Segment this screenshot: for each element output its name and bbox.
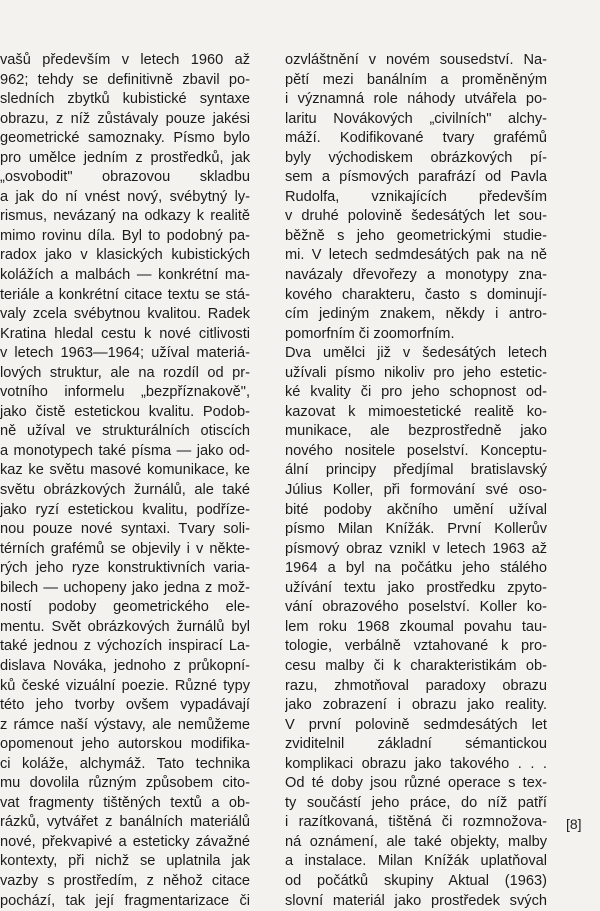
- text-line: jako zobrazení i obrazu jako reality.: [285, 697, 547, 714]
- text-line: od počátků skupiny Aktual (1963): [285, 872, 547, 889]
- text-line: lem roku 1968 zkoumal povahu tau-: [285, 618, 547, 635]
- text-line: ci koláže, alchymáž. Tato technika: [0, 755, 250, 772]
- text-line: písmový obraz vznikl v letech 1963 až: [285, 540, 547, 557]
- text-line: tologie, verbálně vztahované k pro-: [285, 638, 547, 655]
- text-line: Rudolfa, vznikajících především: [285, 188, 547, 205]
- text-line: ností podoby geometrického ele-: [0, 599, 250, 616]
- text-line: ků české vizuální poezie. Různé typy: [0, 677, 250, 694]
- right-text-column: [285, 51, 547, 911]
- text-line: ně užíval ve strukturálních otiscích: [0, 423, 250, 440]
- text-line: ké kvality či pro jeho schopnost od-: [285, 384, 547, 401]
- text-line: mu dovolila různým způsobem cito-: [0, 775, 250, 792]
- text-line: nové, překvapivé a esteticky závažné: [0, 833, 250, 850]
- text-line: v druhé polovině šedesátých let sou-: [285, 208, 547, 225]
- text-line: sledních zbytků kubistické syntaxe: [0, 91, 250, 108]
- text-line: kontexty, při nichž se uplatnila jak: [0, 853, 250, 870]
- text-line: „osvobodit" obrazovou skladbu: [0, 169, 250, 186]
- text-line: Július Koller, při formování své oso-: [285, 482, 547, 499]
- text-line: rázků, vytvářet z banálních materiálů: [0, 814, 250, 831]
- text-line: kazovat k mimoestetické realitě ko-: [285, 403, 547, 420]
- text-line: v letech 1963—1964; užíval materiá-: [0, 345, 250, 362]
- text-line: vazby s prostředím, z něhož citace: [0, 872, 250, 889]
- text-line: dislava Nováka, jednoho z průkopní-: [0, 657, 250, 674]
- text-line: rých jeho ryze konstruktivních varia-: [0, 560, 250, 577]
- text-line: V první polovině sedmdesátých let: [285, 716, 547, 733]
- text-line: munikace, ale bezprostředně jako: [285, 423, 547, 440]
- text-line: pomorfním či zoomorfním.: [285, 325, 455, 342]
- text-line: navázaly dřevořezy a monotypy zna-: [285, 267, 547, 284]
- text-line: vat fragmenty tištěných textů a ob-: [0, 794, 250, 811]
- text-line: pochází, tak její fragmentarizace či: [0, 892, 250, 909]
- text-line: teriále a konkrétní citace textu se stá-: [0, 286, 250, 303]
- text-line: i významná role náhody utvářela po-: [285, 91, 547, 108]
- text-line: cesu malby či k charakteristikám ob-: [285, 657, 547, 674]
- text-line: mimo rovinu díla. Byl to podobný pa-: [0, 227, 250, 244]
- text-line: a monotypech také písma — jako od-: [0, 442, 250, 459]
- text-line: kaz ke světu masové komunikace, ke: [0, 462, 250, 479]
- text-line: mentu. Svět obrázkových žurnálů byl: [0, 618, 250, 635]
- text-line: byly východiskem obrázkových pí-: [285, 149, 547, 166]
- text-line: pětí mezi banálním a proměněným: [285, 71, 547, 88]
- text-line: obrazu, z níž zůstávaly pouze jakési: [0, 110, 250, 127]
- text-line: nového nositele poselství. Konceptu-: [285, 442, 547, 459]
- text-line: této jeho tvorby ovšem vypadávají: [0, 697, 250, 714]
- text-line: bité podoby akčního umění užíval: [285, 501, 547, 518]
- text-line: komplikaci obrazu jako takového . . .: [285, 755, 547, 772]
- text-line: votního informelu „bezpříznakově",: [0, 384, 250, 401]
- text-line: jako čistě estetickou kvalitu. Podob-: [0, 403, 250, 420]
- text-line: laritu Novákových „civilních" alchy-: [285, 110, 547, 127]
- text-line: razu, zhmotňoval paradoxy obrazu: [285, 677, 547, 694]
- text-line: a jak do ní vnést nový, svébytný ly-: [0, 188, 250, 205]
- text-line: rismus, nevázaný na odkazy k realitě: [0, 208, 250, 225]
- text-line: ozvláštnění v novém sousedství. Na-: [285, 52, 547, 68]
- text-line: a instalace. Milan Knížák uplatňoval: [285, 853, 547, 870]
- text-line: užívali písmo nikoliv pro jeho estetic-: [285, 364, 547, 381]
- text-line: kového charakteru, často s dominují-: [285, 286, 547, 303]
- text-line: geometrické samoznaky. Písmo bylo: [0, 130, 250, 147]
- text-line: ty součástí jeho práce, do níž patří: [285, 794, 547, 811]
- text-line: písmo Milan Knížák. První Kollerův: [285, 521, 547, 538]
- text-line: světu obrázkových žurnálů, ale také: [0, 482, 250, 499]
- text-line: mi. V letech sedmdesátých pak na ně: [285, 247, 547, 264]
- text-line: sem a písmových parafrází od Pavla: [285, 169, 547, 186]
- text-line: radox jako v klasických kubistických: [0, 247, 250, 264]
- text-line: i razítkovaná, tištěná či rozmnožova-: [285, 814, 547, 831]
- text-line: slovní materiál jako prostředek svých: [285, 892, 547, 909]
- text-line: lových struktur, ale na rozdíl od pr-: [0, 364, 250, 381]
- text-line: kolážích a malbách — konkrétní ma-: [0, 267, 250, 284]
- text-line: užívání textu jako prostředku zpyto-: [285, 579, 547, 596]
- text-line: vání obrazového poselství. Koller ko-: [285, 599, 547, 616]
- text-line: 1964 a byl na počátku jeho stálého: [285, 560, 547, 577]
- text-line: jako ryzí estetickou kvalitu, podříze-: [0, 501, 250, 518]
- text-line: běžně s jeho geometrickými studie-: [285, 227, 547, 244]
- text-line: vašů především v letech 1960 až: [0, 52, 250, 68]
- text-line: zviditelnil základní sémantickou: [285, 736, 547, 753]
- text-line: pro umělce jedním z prostředků, jak: [0, 149, 250, 166]
- text-line: z rámce naší výstavy, ale nemůžeme: [0, 716, 250, 733]
- text-line: bilech — uchopeny jako jedna z mož-: [0, 579, 250, 596]
- text-line: máží. Kodifikované tvary grafémů: [285, 130, 547, 147]
- left-text-column: [0, 51, 250, 911]
- text-line: nou pouze nové syntaxi. Tvary soli-: [0, 521, 250, 538]
- text-line: 962; tehdy se definitivně zbavil po-: [0, 71, 250, 88]
- text-line: valy zcela svébytnou kvalitou. Radek: [0, 306, 250, 323]
- text-line: ná oznámení, ale také objekty, malby: [285, 833, 547, 850]
- text-line: térních grafémů se objevily i v někte-: [0, 540, 250, 557]
- page-number: [8]: [566, 816, 582, 832]
- text-line: cím jediným znakem, někdy i antro-: [285, 306, 547, 323]
- text-line: také jednou z výchozích inspirací La-: [0, 638, 250, 655]
- text-line: Od té doby jsou různé operace s tex-: [285, 775, 547, 792]
- text-line: ální principy předjímal bratislavský: [285, 462, 547, 479]
- text-line: Kratina hledal cestu k nové citlivosti: [0, 325, 250, 342]
- text-line: opomenout jeho autorskou modifika-: [0, 736, 250, 753]
- text-line: Dva umělci již v šedesátých letech: [285, 345, 547, 362]
